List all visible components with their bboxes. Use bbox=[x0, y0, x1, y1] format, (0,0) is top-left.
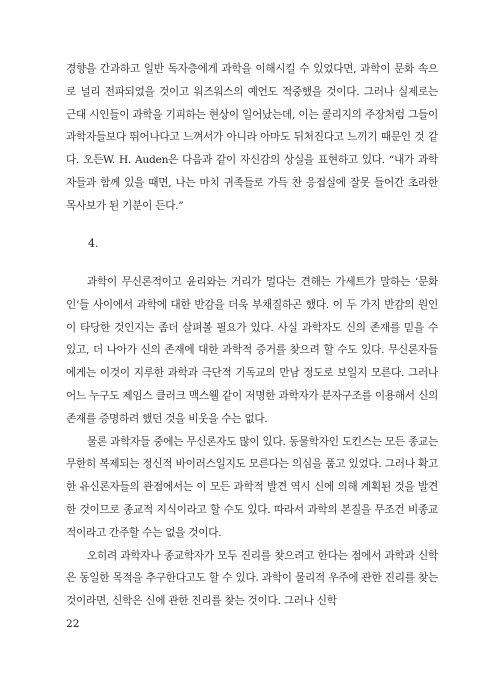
top-text-block bbox=[66, 58, 438, 218]
continued-paragraph: 경향을 간과하고 일반 독자층에게 과학을 이해시킬 수 있었다면, 과학이 문화 속으로 널리 전파되었을 것이고 워즈워스의 예언도 적중했을 것이다. 그러나 실제로는 근대 시인들이 과학을 기피하는 현상이 일어났는데, 이는 콜리지의 주장처럼 그들이 과학자들보다 뛰어나다고 느껴서가 아니라 아마도 뒤처진다고 느끼기 때문인 것 같다. 오든W. H. Auden은 다음과 같이 자신감의 상실을 표현하고 있다. “내가 과학자들과 함께 있을 때면, 나는 마치 귀족들로 가득 찬 응접실에 잘못 들어간 초라한 목사보가 된 기분이 든다.” bbox=[66, 63, 438, 212]
body-paragraph: 오히려 과학자나 종교학자가 모두 진리를 찾으려고 한다는 점에서 과학과 신학은 동일한 목적을 추구한다고도 할 수 있다. 과학이 물리적 우주에 관한 진리를 찾는 것이라면, 신학은 신에 관한 진리를 찾는 것이다. 그러나 신학 bbox=[66, 549, 438, 608]
section-body bbox=[66, 271, 438, 613]
body-paragraph: 물론 과학자들 중에는 무신론자도 많이 있다. 동물학자인 도킨스는 모든 종교는 무한히 복제되는 정신적 바이러스일지도 모른다는 의심을 품고 있었다. 그러나 확고한 유신론자들의 관점에서는 이 모든 과학적 발견 역시 신에 의해 계획된 것을 발견한 것이므로 종교적 지식이라고 할 수도 있다. 따라서 과학의 본질을 무조건 비종교적이라고 간주할 수는 없을 것이다. bbox=[66, 435, 438, 539]
page-number: 22 bbox=[66, 618, 80, 630]
section-number: 4. bbox=[88, 237, 99, 250]
body-paragraph: 과학이 무신론적이고 윤리와는 거리가 멀다는 견해는 가세트가 말하는 ‘문화인’들 사이에서 과학에 대한 반감을 더욱 부채질하곤 했다. 이 두 가지 반감의 원인이 타당한 것인지는 좀더 살펴볼 필요가 있다. 사실 과학자도 신의 존재를 믿을 수 있고, 더 나아가 신의 존재에 대한 과학적 증거를 찾으려 할 수도 있다. 무신론자들에게는 이것이 지루한 과학과 극단적 기독교의 만남 정도로 보일지 모른다. 그러나 어느 누구도 제임스 클러크 맥스웰 같이 저명한 과학자가 분자구조를 이용해서 신의 존재를 증명하려 했던 것을 비웃을 수는 없다. bbox=[66, 276, 438, 425]
